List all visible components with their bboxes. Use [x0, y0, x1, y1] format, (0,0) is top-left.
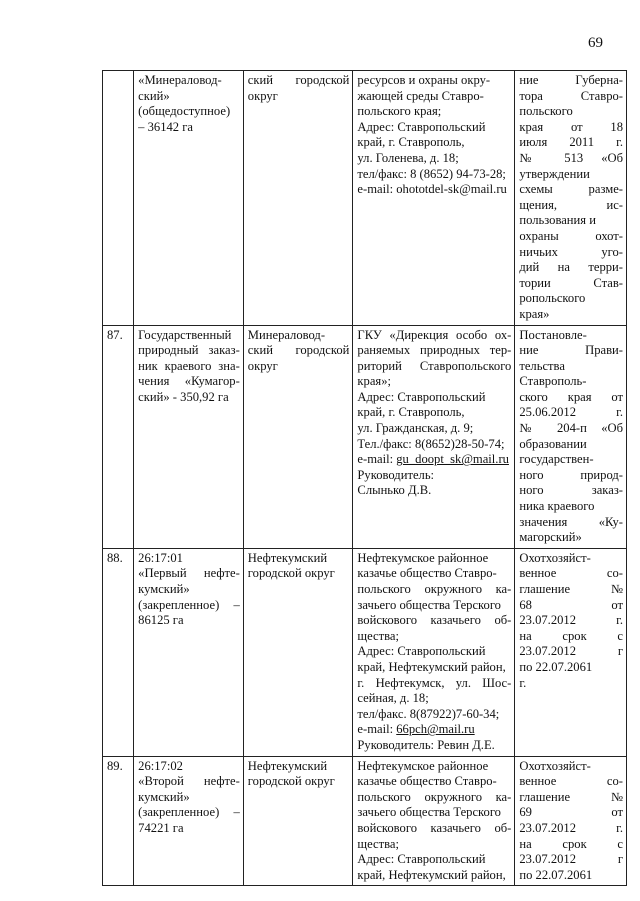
legal-basis-cell [515, 71, 627, 326]
organization-info-line: польского окружного ка- [357, 789, 512, 804]
email-link[interactable]: gu_doopt_sk@mail.ru [396, 452, 509, 467]
legal-basis-line: ние Губерна- [519, 73, 623, 87]
legal-basis-line: по 22.07.2061 [519, 659, 593, 674]
organization-info-line: ул. Гражданская, д. 9; [357, 421, 474, 436]
organization-info-line: зачьего общества Терского [357, 597, 501, 612]
legal-basis-line: глашение № [519, 789, 623, 804]
organization-info-cell [353, 548, 515, 756]
district-name-line: округ [247, 358, 278, 373]
row-number-cell [103, 325, 134, 548]
legal-basis-line: образовании [519, 436, 587, 451]
ground-name-line: природный заказ- [138, 343, 240, 358]
organization-info-cell [353, 325, 515, 548]
district-name-cell [243, 71, 353, 326]
legal-basis-line: г. [519, 675, 527, 690]
organization-info-line: войскового казачьего об- [357, 820, 512, 835]
row-number-cell [103, 756, 134, 886]
table-row [103, 548, 627, 756]
legal-basis-line: охраны охот- [519, 228, 623, 243]
legal-basis-line: государствен- [519, 452, 594, 467]
ground-name-line: (закрепленное) – [138, 805, 240, 820]
organization-info-line: раняемых природных тер- [357, 343, 512, 358]
ground-name-line: 26:17:02 [138, 758, 183, 773]
legal-basis-line: по 22.07.2061 [519, 867, 593, 882]
organization-info-line: ресурсов и охраны окру- [357, 73, 491, 87]
legal-basis-line: на срок с [519, 836, 623, 851]
organization-info-line: Нефтекумское районное [357, 550, 489, 565]
legal-basis-line: 23.07.2012 г. [519, 820, 623, 835]
legal-basis-line: схемы разме- [519, 182, 623, 197]
ground-name-line: (закрепленное) – [138, 597, 240, 612]
ground-name-line: кумский» [138, 789, 190, 804]
legal-basis-line: щения, ис- [519, 197, 623, 212]
organization-info-line: e-mail: gu_doopt_sk@mail.ru [357, 452, 509, 467]
legal-basis-line: венное со- [519, 566, 623, 581]
legal-basis-line: дий на терри- [519, 260, 623, 275]
ground-name-line: ский» [138, 88, 170, 103]
ground-name-line: кумский» [138, 582, 190, 596]
organization-info-line: ГКУ «Дирекция особо ох- [357, 327, 512, 342]
legal-basis-line: ние Прави- [519, 343, 623, 358]
email-link[interactable]: 66pch@mail.ru [396, 722, 475, 737]
row-number: 88. [107, 550, 123, 565]
ground-name-line: «Первый нефте- [138, 566, 240, 581]
legal-basis-line: края от 18 [519, 119, 623, 134]
organization-info-line: казачье общество Ставро- [357, 566, 497, 581]
ground-name-line: 74221 га [138, 820, 184, 835]
legal-basis-line: ного природ- [519, 467, 623, 482]
row-number: 89. [107, 758, 123, 773]
legal-basis-cell [515, 756, 627, 886]
legal-basis-line: 68 от [519, 597, 623, 612]
organization-info-line: польского окружного ка- [357, 582, 512, 596]
district-name-line: городской округ [247, 566, 335, 581]
legal-basis-line: края» [519, 306, 550, 321]
legal-basis-line: № 513 «Об [519, 150, 623, 165]
district-name-line: городской округ [247, 774, 335, 789]
district-name-line: Нефтекумский [247, 758, 328, 773]
district-name-cell [243, 548, 353, 756]
legal-basis-line: № 204-п «Об [519, 421, 623, 436]
organization-info-line: Тел./факс: 8(8652)28-50-74; [357, 436, 505, 451]
legal-basis-line: ника краевого [519, 499, 595, 514]
legal-basis-line: ного заказ- [519, 483, 623, 498]
row-number-cell [103, 71, 134, 326]
organization-info-line: сейная, д. 18; [357, 691, 429, 706]
ground-name-line: «Второй нефте- [138, 774, 240, 789]
legal-basis-line: 23.07.2012 г [519, 852, 623, 867]
ground-name-cell [134, 548, 244, 756]
ground-name-line: «Минераловод- [138, 73, 222, 87]
organization-info-cell [353, 71, 515, 326]
table-row [103, 756, 627, 886]
legal-basis-line: ропольского [519, 291, 586, 306]
district-name-line: округ [247, 88, 278, 103]
ground-name-line: (общедоступное) [138, 104, 231, 119]
organization-info-line: зачьего общества Терского [357, 805, 501, 820]
organization-info-line: Адрес: Ставропольский [357, 389, 486, 404]
legal-basis-line: Охотхозяйст- [519, 550, 591, 565]
ground-name-line: чения «Кумагор- [138, 374, 240, 389]
legal-basis-line: на срок с [519, 628, 623, 643]
ground-name-line: Государственный [138, 327, 232, 342]
legal-basis-line: венное со- [519, 774, 623, 789]
legal-basis-line: значения «Ку- [519, 514, 623, 529]
legal-basis-cell [515, 548, 627, 756]
organization-info-line: край, г. Ставрополь, [357, 135, 465, 150]
ground-name-cell [134, 756, 244, 886]
district-name-cell [243, 756, 353, 886]
organization-info-line: Адрес: Ставропольский [357, 119, 486, 134]
organization-info-line: край, Нефтекумский район, [357, 659, 506, 674]
table-row [103, 325, 627, 548]
organization-info-line: Слынько Д.В. [357, 483, 432, 498]
legal-basis-line: тора Ставро- [519, 88, 623, 103]
legal-basis-line: утверждении [519, 166, 590, 181]
ground-name-line: ник краевого зна- [138, 358, 240, 373]
legal-basis-line: 69 от [519, 805, 623, 820]
legal-basis-line: Охотхозяйст- [519, 758, 591, 773]
ground-name-line: – 36142 га [138, 119, 194, 134]
legal-basis-line: глашение № [519, 582, 623, 596]
legal-basis-line: 23.07.2012 г. [519, 613, 623, 628]
organization-info-cell [353, 756, 515, 886]
organization-info-line: e-mail: ohototdel-sk@mail.ru [357, 182, 507, 197]
legal-basis-line: магорский» [519, 530, 582, 545]
legal-basis-line: ского края от [519, 389, 623, 404]
organization-info-line: тел/факс. 8(87922)7-60-34; [357, 706, 500, 721]
district-name-line: ский городской [247, 343, 350, 358]
legal-basis-line: польского [519, 104, 573, 119]
legal-basis-line: тории Став- [519, 275, 623, 290]
organization-info-line: Нефтекумское районное [357, 758, 489, 773]
organization-info-line: г. Нефтекумск, ул. Шос- [357, 675, 512, 690]
organization-info-line: войскового казачьего об- [357, 613, 512, 628]
ground-name-line: 26:17:01 [138, 550, 183, 565]
ground-name-line: 86125 га [138, 613, 184, 628]
organization-info-line: Адрес: Ставропольский [357, 852, 486, 867]
organization-info-line: край, Нефтекумский район, [357, 867, 506, 882]
row-number-cell [103, 548, 134, 756]
hunting-grounds-table [102, 70, 627, 886]
organization-info-line: Руководитель: [357, 467, 435, 482]
ground-name-cell [134, 71, 244, 326]
ground-name-cell [134, 325, 244, 548]
organization-info-line: ул. Голенева, д. 18; [357, 150, 459, 165]
row-number: 87. [107, 327, 123, 342]
organization-info-line: риторий Ставропольского [357, 358, 512, 373]
legal-basis-line: Постановле- [519, 327, 587, 342]
organization-info-line: тел/факс: 8 (8652) 94-73-28; [357, 166, 506, 181]
legal-basis-cell [515, 325, 627, 548]
legal-basis-line: пользования и [519, 213, 596, 228]
organization-info-line: Руководитель: Ревин Д.Е. [357, 737, 495, 752]
organization-info-line: жающей среды Ставро- [357, 88, 484, 103]
legal-basis-line: 23.07.2012 г [519, 644, 623, 659]
organization-info-line: края»; [357, 374, 392, 389]
organization-info-line: щества; [357, 628, 399, 643]
organization-info-line: казачье общество Ставро- [357, 774, 497, 789]
district-name-cell [243, 325, 353, 548]
legal-basis-line: Ставрополь- [519, 374, 587, 389]
organization-info-line: щества; [357, 836, 399, 851]
ground-name-line: ский» - 350,92 га [138, 389, 229, 404]
district-name-line: ский городской [247, 73, 350, 87]
table-row [103, 71, 627, 326]
page-number: 69 [588, 35, 603, 51]
legal-basis-line: ничьих уго- [519, 244, 623, 259]
legal-basis-line: 25.06.2012 г. [519, 405, 623, 420]
district-name-line: Нефтекумский [247, 550, 328, 565]
legal-basis-line: тельства [519, 358, 565, 373]
district-name-line: Минераловод- [247, 327, 326, 342]
organization-info-line: Адрес: Ставропольский [357, 644, 486, 659]
legal-basis-line: июля 2011 г. [519, 135, 623, 150]
organization-info-line: e-mail: 66pch@mail.ru [357, 722, 475, 737]
organization-info-line: край, г. Ставрополь, [357, 405, 465, 420]
organization-info-line: польского края; [357, 104, 442, 119]
